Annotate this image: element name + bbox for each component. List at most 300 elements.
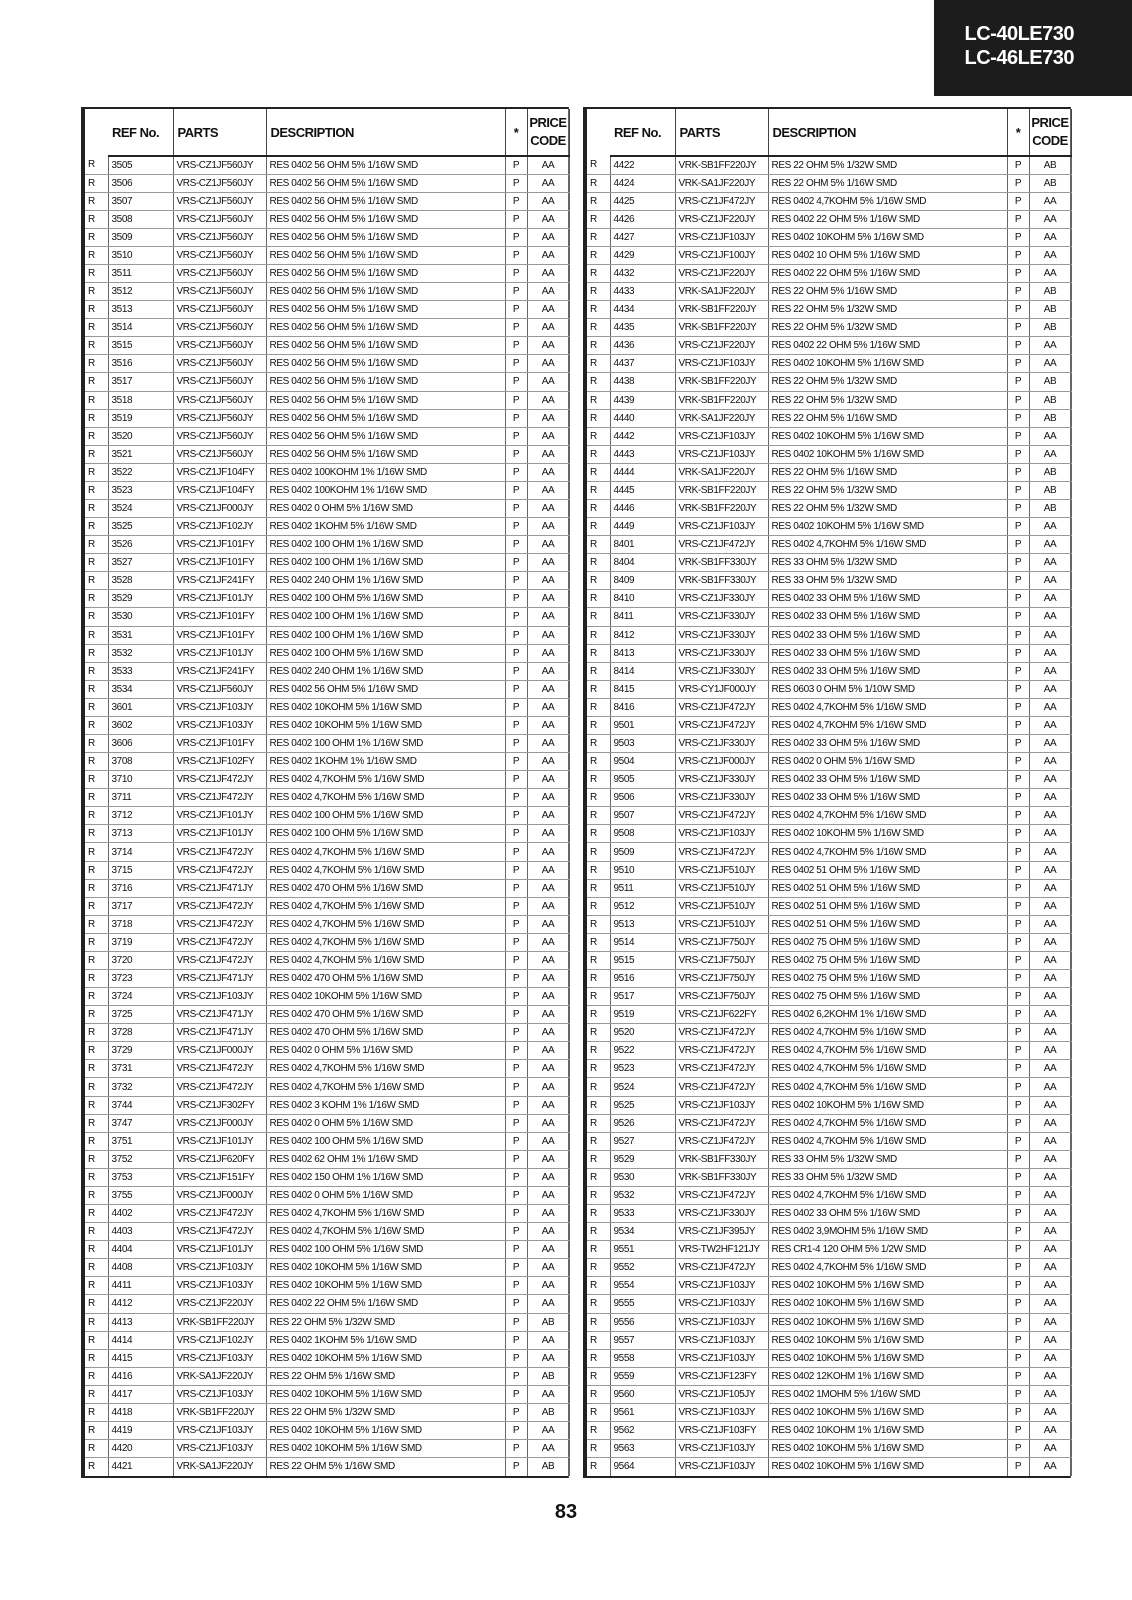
ref-prefix: R <box>84 970 108 988</box>
table-row <box>84 1349 569 1367</box>
table-row <box>84 409 569 427</box>
price-code: AA <box>1029 1421 1071 1439</box>
table-row <box>586 608 1071 626</box>
ref-prefix: R <box>586 988 610 1006</box>
description: RES 0402 10KOHM 5% 1/16W SMD <box>266 1440 505 1458</box>
part-number: VRS-CZ1JF103JY <box>173 1259 266 1277</box>
price-code: AA <box>1029 554 1071 572</box>
ref-number: 4417 <box>108 1385 173 1403</box>
star-mark: P <box>1007 1403 1029 1421</box>
part-number: VRS-CZ1JF104FY <box>173 463 266 481</box>
ref-prefix: R <box>84 373 108 391</box>
part-number: VRS-CZ1JF101JY <box>173 644 266 662</box>
star-mark: P <box>505 608 527 626</box>
ref-number: 3528 <box>108 572 173 590</box>
table-row <box>586 1150 1071 1168</box>
description: RES 0402 10KOHM 5% 1/16W SMD <box>266 698 505 716</box>
ref-number: 3508 <box>108 210 173 228</box>
ref-number: 3505 <box>108 156 173 174</box>
price-code: AA <box>527 1241 569 1259</box>
ref-number: 9552 <box>610 1259 675 1277</box>
header-price-code <box>527 109 569 156</box>
ref-number: 3514 <box>108 319 173 337</box>
table-row <box>84 572 569 590</box>
price-code: AA <box>1029 861 1071 879</box>
price-code: AA <box>527 427 569 445</box>
star-mark: P <box>1007 698 1029 716</box>
price-code: AA <box>1029 807 1071 825</box>
table-row <box>586 536 1071 554</box>
parts-table-left-body <box>84 156 569 1476</box>
ref-number: 4404 <box>108 1241 173 1259</box>
description: RES 33 OHM 5% 1/32W SMD <box>768 554 1007 572</box>
table-row <box>84 1132 569 1150</box>
star-mark: P <box>505 409 527 427</box>
ref-prefix: R <box>84 1186 108 1204</box>
price-code: AA <box>1029 951 1071 969</box>
table-row <box>84 735 569 753</box>
ref-prefix: R <box>84 1042 108 1060</box>
star-mark: P <box>505 1241 527 1259</box>
price-code: AA <box>527 716 569 734</box>
ref-prefix: R <box>84 1078 108 1096</box>
ref-prefix: R <box>84 1060 108 1078</box>
price-code: AA <box>1029 445 1071 463</box>
part-number: VRS-CZ1JF103FY <box>675 1421 768 1439</box>
part-number: VRS-CZ1JF241FY <box>173 572 266 590</box>
ref-prefix: R <box>84 590 108 608</box>
ref-number: 3509 <box>108 228 173 246</box>
ref-prefix: R <box>586 210 610 228</box>
table-row <box>586 319 1071 337</box>
ref-prefix: R <box>586 409 610 427</box>
star-mark: P <box>1007 1440 1029 1458</box>
part-number: VRS-CZ1JF472JY <box>173 861 266 879</box>
table-row <box>586 1186 1071 1204</box>
table-row <box>84 608 569 626</box>
part-number: VRS-CZ1JF101FY <box>173 626 266 644</box>
table-row <box>84 319 569 337</box>
price-code: AA <box>527 626 569 644</box>
part-number: VRS-CZ1JF103JY <box>675 1440 768 1458</box>
description: RES 0402 10KOHM 5% 1/16W SMD <box>266 1277 505 1295</box>
table-row <box>84 644 569 662</box>
ref-number: 4424 <box>610 174 675 192</box>
ref-prefix: R <box>84 210 108 228</box>
ref-prefix: R <box>84 1421 108 1439</box>
price-code: AA <box>1029 1205 1071 1223</box>
part-number: VRS-CZ1JF000JY <box>173 1114 266 1132</box>
description: RES 0402 100 OHM 1% 1/16W SMD <box>266 735 505 753</box>
table-row <box>84 1223 569 1241</box>
table-row <box>586 1295 1071 1313</box>
ref-prefix: R <box>586 626 610 644</box>
part-number: VRS-CZ1JF472JY <box>675 698 768 716</box>
table-row <box>84 879 569 897</box>
ref-prefix: R <box>586 499 610 517</box>
description: RES 0402 56 OHM 5% 1/16W SMD <box>266 373 505 391</box>
ref-number: 3533 <box>108 662 173 680</box>
price-code: AA <box>1029 915 1071 933</box>
part-number: VRS-CZ1JF330JY <box>675 626 768 644</box>
table-row <box>586 1259 1071 1277</box>
ref-prefix: R <box>84 1096 108 1114</box>
table-row <box>84 1042 569 1060</box>
description: RES 0402 22 OHM 5% 1/16W SMD <box>768 337 1007 355</box>
price-code: AA <box>527 879 569 897</box>
table-row <box>586 1458 1071 1476</box>
ref-prefix: R <box>84 337 108 355</box>
ref-prefix: R <box>84 463 108 481</box>
ref-number: 9526 <box>610 1114 675 1132</box>
price-code: AA <box>1029 933 1071 951</box>
star-mark: P <box>505 698 527 716</box>
ref-number: 3512 <box>108 283 173 301</box>
price-code: AA <box>1029 716 1071 734</box>
table-row <box>84 228 569 246</box>
price-code: AA <box>527 662 569 680</box>
price-code: AA <box>527 1078 569 1096</box>
table-row <box>586 427 1071 445</box>
price-code: AA <box>1029 264 1071 282</box>
star-mark: P <box>1007 1132 1029 1150</box>
description: RES 0402 56 OHM 5% 1/16W SMD <box>266 680 505 698</box>
price-code: AA <box>527 1168 569 1186</box>
part-number: VRS-CZ1JF560JY <box>173 228 266 246</box>
description: RES 0402 12KOHM 1% 1/16W SMD <box>768 1367 1007 1385</box>
star-mark: P <box>1007 662 1029 680</box>
price-code: AA <box>527 825 569 843</box>
ref-prefix: R <box>84 1385 108 1403</box>
ref-prefix: R <box>586 156 610 174</box>
header-description: DESCRIPTION <box>768 109 1007 156</box>
ref-number: 4403 <box>108 1223 173 1241</box>
ref-number: 3725 <box>108 1006 173 1024</box>
description: RES 0402 1KOHM 1% 1/16W SMD <box>266 753 505 771</box>
price-code: AA <box>527 1042 569 1060</box>
part-number: VRS-CZ1JF472JY <box>173 1060 266 1078</box>
ref-number: 3720 <box>108 951 173 969</box>
part-number: VRS-CZ1JF101FY <box>173 735 266 753</box>
description: RES 0402 4,7KOHM 5% 1/16W SMD <box>768 536 1007 554</box>
part-number: VRS-CZ1JF560JY <box>173 301 266 319</box>
description: RES 22 OHM 5% 1/32W SMD <box>266 1403 505 1421</box>
price-code: AA <box>527 355 569 373</box>
ref-prefix: R <box>84 246 108 264</box>
ref-prefix: R <box>84 1259 108 1277</box>
ref-number: 3713 <box>108 825 173 843</box>
table-row <box>84 1096 569 1114</box>
table-row <box>84 1295 569 1313</box>
ref-prefix: R <box>84 680 108 698</box>
ref-prefix: R <box>84 1440 108 1458</box>
part-number: VRS-CZ1JF302FY <box>173 1096 266 1114</box>
table-row <box>84 1150 569 1168</box>
model-number-box <box>934 0 1132 96</box>
price-code: AA <box>1029 1150 1071 1168</box>
table-row <box>586 698 1071 716</box>
part-number: VRS-CZ1JF472JY <box>675 536 768 554</box>
table-row <box>84 1078 569 1096</box>
table-row <box>586 499 1071 517</box>
star-mark: P <box>1007 391 1029 409</box>
description: RES 22 OHM 5% 1/32W SMD <box>768 373 1007 391</box>
ref-prefix: R <box>84 735 108 753</box>
ref-prefix: R <box>84 1132 108 1150</box>
part-number: VRS-CZ1JF472JY <box>173 1223 266 1241</box>
star-mark: P <box>1007 301 1029 319</box>
price-code: AB <box>1029 319 1071 337</box>
header-star: * <box>505 109 527 156</box>
part-number: VRS-CZ1JF330JY <box>675 1205 768 1223</box>
table-row <box>84 861 569 879</box>
ref-number: 3510 <box>108 246 173 264</box>
star-mark: P <box>1007 463 1029 481</box>
part-number: VRS-CZ1JF103JY <box>173 1421 266 1439</box>
ref-number: 3712 <box>108 807 173 825</box>
table-row <box>84 536 569 554</box>
star-mark: P <box>505 970 527 988</box>
description: RES 0402 4,7KOHM 5% 1/16W SMD <box>266 1060 505 1078</box>
description: RES 0402 10KOHM 5% 1/16W SMD <box>266 1385 505 1403</box>
star-mark: P <box>1007 843 1029 861</box>
star-mark: P <box>1007 1060 1029 1078</box>
price-code: AA <box>1029 590 1071 608</box>
table-row <box>84 1421 569 1439</box>
star-mark: P <box>1007 789 1029 807</box>
ref-number: 3752 <box>108 1150 173 1168</box>
description: RES 0402 33 OHM 5% 1/16W SMD <box>768 662 1007 680</box>
description: RES 0402 75 OHM 5% 1/16W SMD <box>768 970 1007 988</box>
price-code: AB <box>1029 373 1071 391</box>
part-number: VRS-CZ1JF472JY <box>675 1024 768 1042</box>
ref-number: 8409 <box>610 572 675 590</box>
description: RES 0402 10KOHM 5% 1/16W SMD <box>768 518 1007 536</box>
ref-number: 3751 <box>108 1132 173 1150</box>
ref-prefix: R <box>586 554 610 572</box>
table-row <box>586 879 1071 897</box>
star-mark: P <box>505 192 527 210</box>
description: RES 0402 4,7KOHM 5% 1/16W SMD <box>266 789 505 807</box>
description: RES 0402 100 OHM 1% 1/16W SMD <box>266 626 505 644</box>
ref-prefix: R <box>586 861 610 879</box>
price-code: AA <box>527 264 569 282</box>
table-row <box>84 1024 569 1042</box>
table-row <box>586 590 1071 608</box>
ref-number: 3529 <box>108 590 173 608</box>
part-number: VRS-CZ1JF472JY <box>173 843 266 861</box>
ref-number: 3718 <box>108 915 173 933</box>
ref-prefix: R <box>586 572 610 590</box>
star-mark: P <box>1007 409 1029 427</box>
ref-prefix: R <box>84 1295 108 1313</box>
table-row <box>84 771 569 789</box>
ref-prefix: R <box>586 951 610 969</box>
ref-prefix: R <box>586 698 610 716</box>
part-number: VRK-SA1JF220JY <box>675 283 768 301</box>
ref-number: 4420 <box>108 1440 173 1458</box>
table-row <box>586 915 1071 933</box>
part-number: VRS-CZ1JF330JY <box>675 590 768 608</box>
table-row <box>84 680 569 698</box>
ref-prefix: R <box>586 1132 610 1150</box>
star-mark: P <box>1007 1367 1029 1385</box>
description: RES 0402 56 OHM 5% 1/16W SMD <box>266 391 505 409</box>
ref-prefix: R <box>84 716 108 734</box>
description: RES 0402 100 OHM 1% 1/16W SMD <box>266 554 505 572</box>
part-number: VRS-TW2HF121JY <box>675 1241 768 1259</box>
table-row <box>586 1078 1071 1096</box>
table-row <box>586 1241 1071 1259</box>
table-row <box>586 1385 1071 1403</box>
table-row <box>84 554 569 572</box>
table-row <box>586 481 1071 499</box>
table-row <box>84 897 569 915</box>
description: RES 22 OHM 5% 1/32W SMD <box>768 391 1007 409</box>
part-number: VRS-CZ1JF103JY <box>675 825 768 843</box>
ref-prefix: R <box>586 1385 610 1403</box>
table-row <box>586 951 1071 969</box>
part-number: VRK-SB1FF220JY <box>675 373 768 391</box>
star-mark: P <box>505 1042 527 1060</box>
star-mark: P <box>505 771 527 789</box>
ref-prefix: R <box>586 319 610 337</box>
table-row <box>586 1313 1071 1331</box>
description: RES 0402 10KOHM 5% 1/16W SMD <box>768 355 1007 373</box>
price-code: AB <box>527 1403 569 1421</box>
table-row <box>84 753 569 771</box>
ref-prefix: R <box>586 445 610 463</box>
ref-number: 3731 <box>108 1060 173 1078</box>
part-number: VRS-CZ1JF000JY <box>675 753 768 771</box>
price-code: AA <box>1029 210 1071 228</box>
table-row <box>84 1313 569 1331</box>
table-row <box>586 1277 1071 1295</box>
ref-prefix: R <box>586 391 610 409</box>
ref-prefix: R <box>84 427 108 445</box>
part-number: VRS-CZ1JF560JY <box>173 156 266 174</box>
ref-prefix: R <box>84 1277 108 1295</box>
ref-prefix: R <box>586 301 610 319</box>
part-number: VRS-CZ1JF330JY <box>675 771 768 789</box>
table-row <box>84 264 569 282</box>
description: RES 22 OHM 5% 1/32W SMD <box>768 301 1007 319</box>
price-code: AA <box>527 1132 569 1150</box>
price-code: AB <box>1029 156 1071 174</box>
description: RES 0402 10KOHM 5% 1/16W SMD <box>266 988 505 1006</box>
table-row <box>586 861 1071 879</box>
ref-number: 9510 <box>610 861 675 879</box>
ref-number: 9561 <box>610 1403 675 1421</box>
price-code: AB <box>1029 283 1071 301</box>
description: RES 0402 56 OHM 5% 1/16W SMD <box>266 409 505 427</box>
ref-prefix: R <box>84 825 108 843</box>
price-code: AA <box>527 897 569 915</box>
ref-prefix: R <box>84 1223 108 1241</box>
description: RES 22 OHM 5% 1/32W SMD <box>768 156 1007 174</box>
description: RES 0402 4,7KOHM 5% 1/16W SMD <box>768 716 1007 734</box>
description: RES 22 OHM 5% 1/16W SMD <box>266 1367 505 1385</box>
description: RES 0402 4,7KOHM 5% 1/16W SMD <box>768 1186 1007 1204</box>
ref-prefix: R <box>586 1295 610 1313</box>
price-code: AA <box>527 753 569 771</box>
part-number: VRS-CZ1JF101FY <box>173 536 266 554</box>
ref-number: 3513 <box>108 301 173 319</box>
ref-prefix: R <box>84 518 108 536</box>
price-code: AA <box>1029 1078 1071 1096</box>
description: RES 0402 4,7KOHM 5% 1/16W SMD <box>768 843 1007 861</box>
part-number: VRS-CZ1JF105JY <box>675 1385 768 1403</box>
ref-number: 3601 <box>108 698 173 716</box>
description: RES 0402 100KOHM 1% 1/16W SMD <box>266 481 505 499</box>
ref-prefix: R <box>586 518 610 536</box>
star-mark: P <box>1007 192 1029 210</box>
ref-number: 4437 <box>610 355 675 373</box>
ref-number: 9554 <box>610 1277 675 1295</box>
ref-number: 4414 <box>108 1331 173 1349</box>
ref-number: 4415 <box>108 1349 173 1367</box>
price-code: AA <box>527 1205 569 1223</box>
star-mark: P <box>505 988 527 1006</box>
price-code: AA <box>527 337 569 355</box>
star-mark: P <box>1007 608 1029 626</box>
ref-number: 3708 <box>108 753 173 771</box>
part-number: VRK-SB1FF220JY <box>675 319 768 337</box>
price-code: AA <box>1029 1277 1071 1295</box>
ref-prefix: R <box>84 1168 108 1186</box>
price-code: AA <box>1029 572 1071 590</box>
star-mark: P <box>505 1313 527 1331</box>
table-row <box>84 662 569 680</box>
price-code: AA <box>1029 843 1071 861</box>
description: RES 0402 0 OHM 5% 1/16W SMD <box>266 1186 505 1204</box>
part-number: VRS-CZ1JF101JY <box>173 1132 266 1150</box>
description: RES 0402 4,7KOHM 5% 1/16W SMD <box>266 1078 505 1096</box>
star-mark: P <box>1007 1223 1029 1241</box>
star-mark: P <box>505 337 527 355</box>
description: RES 0402 56 OHM 5% 1/16W SMD <box>266 355 505 373</box>
ref-number: 3517 <box>108 373 173 391</box>
part-number: VRS-CZ1JF472JY <box>675 716 768 734</box>
price-code: AA <box>527 391 569 409</box>
star-mark: P <box>505 391 527 409</box>
star-mark: P <box>505 1078 527 1096</box>
part-number: VRS-CZ1JF560JY <box>173 246 266 264</box>
description: RES 0402 150 OHM 1% 1/16W SMD <box>266 1168 505 1186</box>
ref-number: 8411 <box>610 608 675 626</box>
part-number: VRS-CZ1JF560JY <box>173 427 266 445</box>
price-code: AA <box>527 789 569 807</box>
ref-number: 9533 <box>610 1205 675 1223</box>
star-mark: P <box>505 1349 527 1367</box>
star-mark: P <box>505 1186 527 1204</box>
ref-number: 9534 <box>610 1223 675 1241</box>
ref-prefix: R <box>586 1440 610 1458</box>
table-row <box>586 554 1071 572</box>
table-row <box>84 174 569 192</box>
star-mark: P <box>505 1295 527 1313</box>
table-row <box>586 445 1071 463</box>
price-code: AA <box>527 1349 569 1367</box>
table-row <box>84 301 569 319</box>
star-mark: P <box>1007 445 1029 463</box>
table-row <box>84 1367 569 1385</box>
ref-number: 8410 <box>610 590 675 608</box>
star-mark: P <box>1007 753 1029 771</box>
table-row <box>586 1060 1071 1078</box>
description: RES 0402 10KOHM 5% 1/16W SMD <box>768 1440 1007 1458</box>
part-number: VRS-CZ1JF472JY <box>675 192 768 210</box>
